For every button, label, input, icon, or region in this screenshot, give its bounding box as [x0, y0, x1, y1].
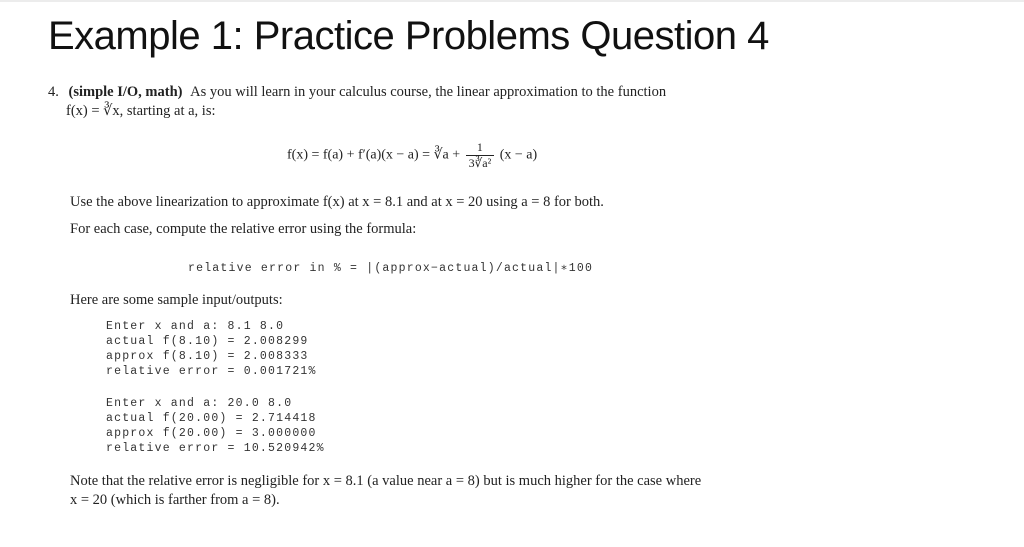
- relative-error-formula: relative error in % = |(approx−actual)/actual|∗100: [188, 262, 594, 275]
- sample-2-input-line: Enter x and a: 20.0 8.0: [106, 397, 293, 410]
- sample-1-input-line: Enter x and a: 8.1 8.0: [106, 320, 285, 333]
- sample-1-approx-line: approx f(8.10) = 2.008333: [106, 350, 309, 363]
- problem-intro-line: [48, 84, 666, 101]
- sample-2-approx-line: approx f(20.00) = 3.000000: [106, 427, 317, 440]
- error-instruction: For each case, compute the relative error using the formula:: [70, 221, 417, 237]
- sample-2-error-line: relative error = 10.520942%: [106, 442, 325, 455]
- problem-intro: As you will learn in your calculus course, the linear approximation to the function: [190, 84, 667, 100]
- formula-fraction-numerator: 1: [466, 140, 495, 156]
- sample-1-error-line: relative error = 0.001721%: [106, 365, 317, 378]
- formula-right: (x − a): [499, 147, 538, 163]
- problem-tag: (simple I/O, math): [68, 84, 183, 100]
- problem-number: 4.: [48, 84, 59, 100]
- sample-io-block-2: [106, 396, 325, 456]
- task-line: Use the above linearization to approximate f(x) at x = 8.1 and at x = 20 using a = 8 for both.: [70, 194, 604, 210]
- sample-2-actual-line: actual f(20.00) = 2.714418: [106, 412, 317, 425]
- formula-fraction: [466, 140, 495, 171]
- slide-title: Example 1: Practice Problems Question 4: [48, 14, 769, 58]
- linearization-formula: [287, 140, 537, 171]
- note-line-2: x = 20 (which is farther from a = 8).: [70, 492, 280, 508]
- formula-left: f(x) = f(a) + f′(a)(x − a) = ∛a +: [287, 147, 461, 163]
- formula-fraction-denominator: 3∛a²: [468, 156, 492, 170]
- sample-1-actual-line: actual f(8.10) = 2.008299: [106, 335, 309, 348]
- samples-heading: Here are some sample input/outputs:: [70, 292, 283, 308]
- sample-io-block-1: [106, 319, 317, 379]
- top-rule: [0, 0, 1024, 2]
- note-line-1: Note that the relative error is negligible for x = 8.1 (a value near a = 8) but is much higher for the case where: [70, 473, 702, 489]
- function-definition: f(x) = ∛x, starting at a, is:: [66, 103, 216, 119]
